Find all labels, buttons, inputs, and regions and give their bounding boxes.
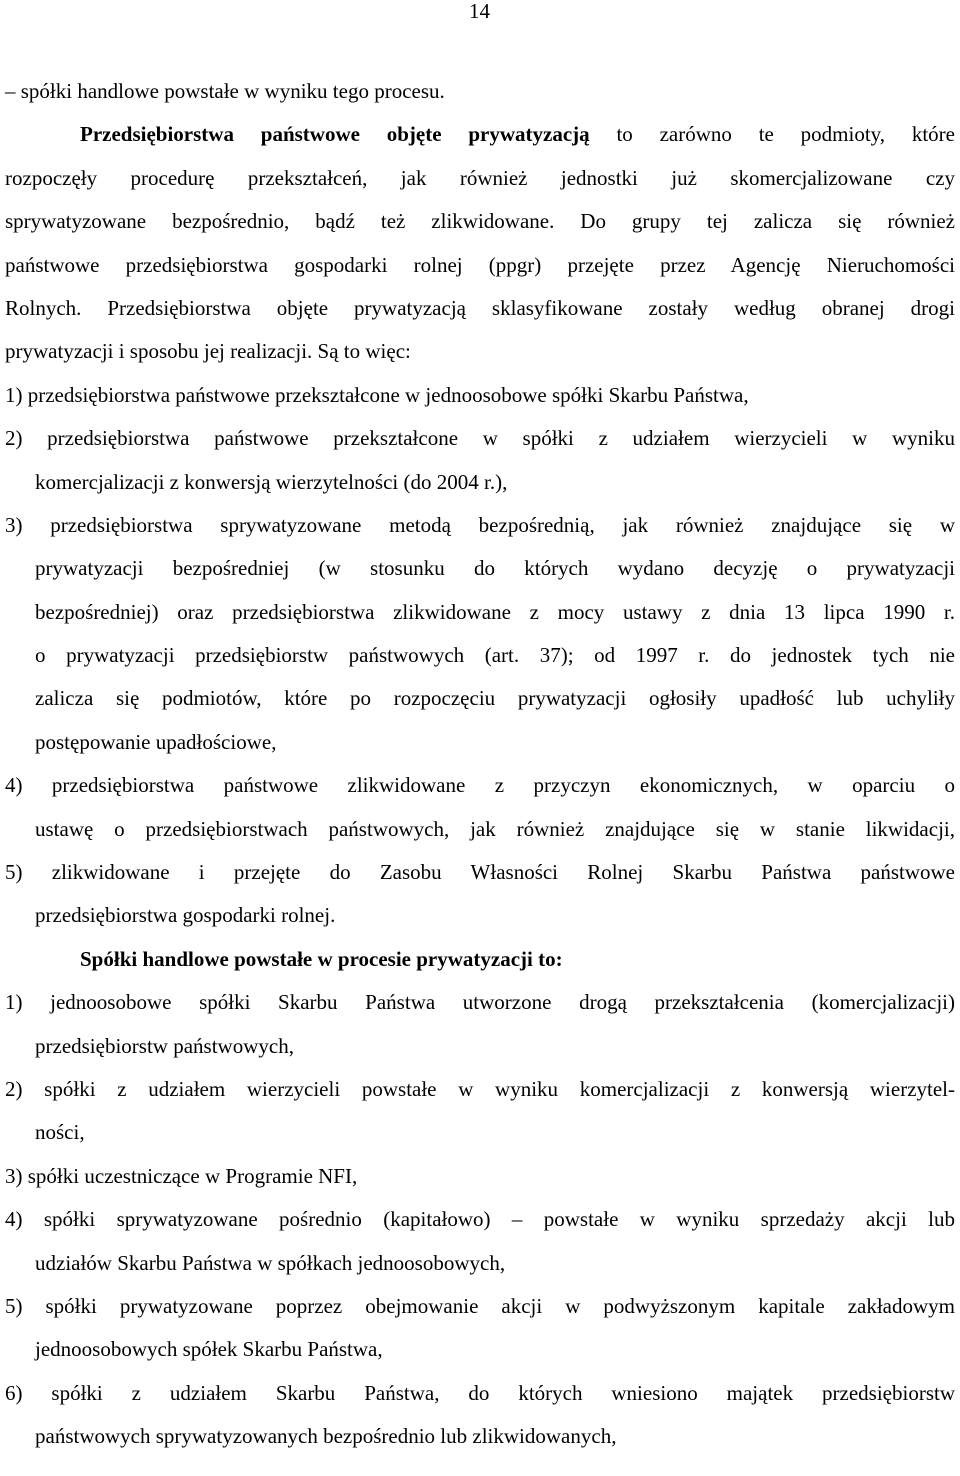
text-line: Rolnych. Przedsiębiorstwa objęte prywatyzacją sklasyfikowane zostały według obranej drogi bbox=[5, 295, 955, 320]
list-item: 1) jednoosobowe spółki Skarbu Państwa utworzone drogą przekształcenia (komercjalizacji) bbox=[5, 990, 955, 1015]
list-item-continuation: prywatyzacji bezpośredniej (w stosunku do których wydano decyzję o prywatyzacji bbox=[35, 556, 955, 581]
list-item: 3) przedsiębiorstwa sprywatyzowane metodą bezpośrednią, jak również znajdujące się w bbox=[5, 512, 955, 537]
list-item: 5) zlikwidowane i przejęte do Zasobu Własności Rolnej Skarbu Państwa państwowe bbox=[5, 860, 955, 885]
document-body bbox=[5, 70, 955, 1459]
paragraph-heading-line bbox=[5, 113, 955, 156]
text-line: rozpoczęły procedurę przekształceń, jak również jednostki już skomercjalizowane czy bbox=[5, 165, 955, 190]
list-item: 5) spółki prywatyzowane poprzez obejmowanie akcji w podwyższonym kapitale zakładowym bbox=[5, 1293, 955, 1318]
text-line: prywatyzacji i sposobu jej realizacji. Są to więc: bbox=[5, 339, 411, 364]
list-item-continuation: przedsiębiorstwa gospodarki rolnej. bbox=[35, 903, 336, 928]
list-item-continuation: ustawę o przedsiębiorstwach państwowych, jak również znajdujące się w stanie likwidacji, bbox=[35, 816, 955, 841]
list-item: 6) spółki z udziałem Skarbu Państwa, do których wniesiono majątek przedsiębiorstw bbox=[5, 1380, 955, 1405]
list-item: 4) spółki sprywatyzowane pośrednio (kapitałowo) – powstałe w wyniku sprzedaży akcji lub bbox=[5, 1207, 955, 1232]
bold-term: Przedsiębiorstwa państwowe objęte prywatyzacją bbox=[80, 122, 590, 147]
list-item-continuation: zalicza się podmiotów, które po rozpoczęciu prywatyzacji ogłosiły upadłość lub uchyliły bbox=[35, 686, 955, 711]
list-item-continuation: udziałów Skarbu Państwa w spółkach jednoosobowych, bbox=[35, 1250, 506, 1275]
list-item-continuation: państwowych sprywatyzowanych bezpośrednio lub zlikwidowanych, bbox=[35, 1424, 617, 1449]
list-item-continuation: jednoosobowych spółek Skarbu Państwa, bbox=[35, 1337, 383, 1362]
list-item: 1) przedsiębiorstwa państwowe przekształcone w jednoosobowe spółki Skarbu Państwa, bbox=[5, 382, 749, 407]
list-item-continuation: o prywatyzacji przedsiębiorstw państwowych (art. 37); od 1997 r. do jednostek tych nie bbox=[35, 643, 955, 668]
text-line: państwowe przedsiębiorstwa gospodarki rolnej (ppgr) przejęte przez Agencję Nieruchomości bbox=[5, 252, 955, 277]
list-item: 3) spółki uczestniczące w Programie NFI, bbox=[5, 1163, 358, 1188]
list-item: 4) przedsiębiorstwa państwowe zlikwidowane z przyczyn ekonomicznych, w oparciu o bbox=[5, 773, 955, 798]
text-line: sprywatyzowane bezpośrednio, bądź też zlikwidowane. Do grupy tej zalicza się również bbox=[5, 209, 955, 234]
list-item-continuation: przedsiębiorstw państwowych, bbox=[35, 1033, 294, 1058]
text-span: to zarówno te podmioty, które bbox=[589, 122, 955, 147]
text-line: – spółki handlowe powstałe w wyniku tego procesu. bbox=[5, 79, 445, 103]
list-item-continuation: komercjalizacji z konwersją wierzytelności (do 2004 r.), bbox=[35, 469, 508, 494]
section-heading bbox=[5, 938, 955, 981]
list-item: 2) przedsiębiorstwa państwowe przekształcone w spółki z udziałem wierzycieli w wyniku bbox=[5, 426, 955, 451]
section-heading-text: Spółki handlowe powstałe w procesie prywatyzacji to: bbox=[80, 946, 563, 971]
list-item: 2) spółki z udziałem wierzycieli powstałe w wyniku komercjalizacji z konwersją wierzytel- bbox=[5, 1076, 955, 1101]
page-number: 14 bbox=[469, 0, 490, 23]
list-item-continuation: ności, bbox=[35, 1120, 85, 1145]
list-item-continuation: postępowanie upadłościowe, bbox=[35, 729, 277, 754]
list-item-continuation: bezpośredniej) oraz przedsiębiorstwa zlikwidowane z mocy ustawy z dnia 13 lipca 1990 r. bbox=[35, 599, 955, 624]
